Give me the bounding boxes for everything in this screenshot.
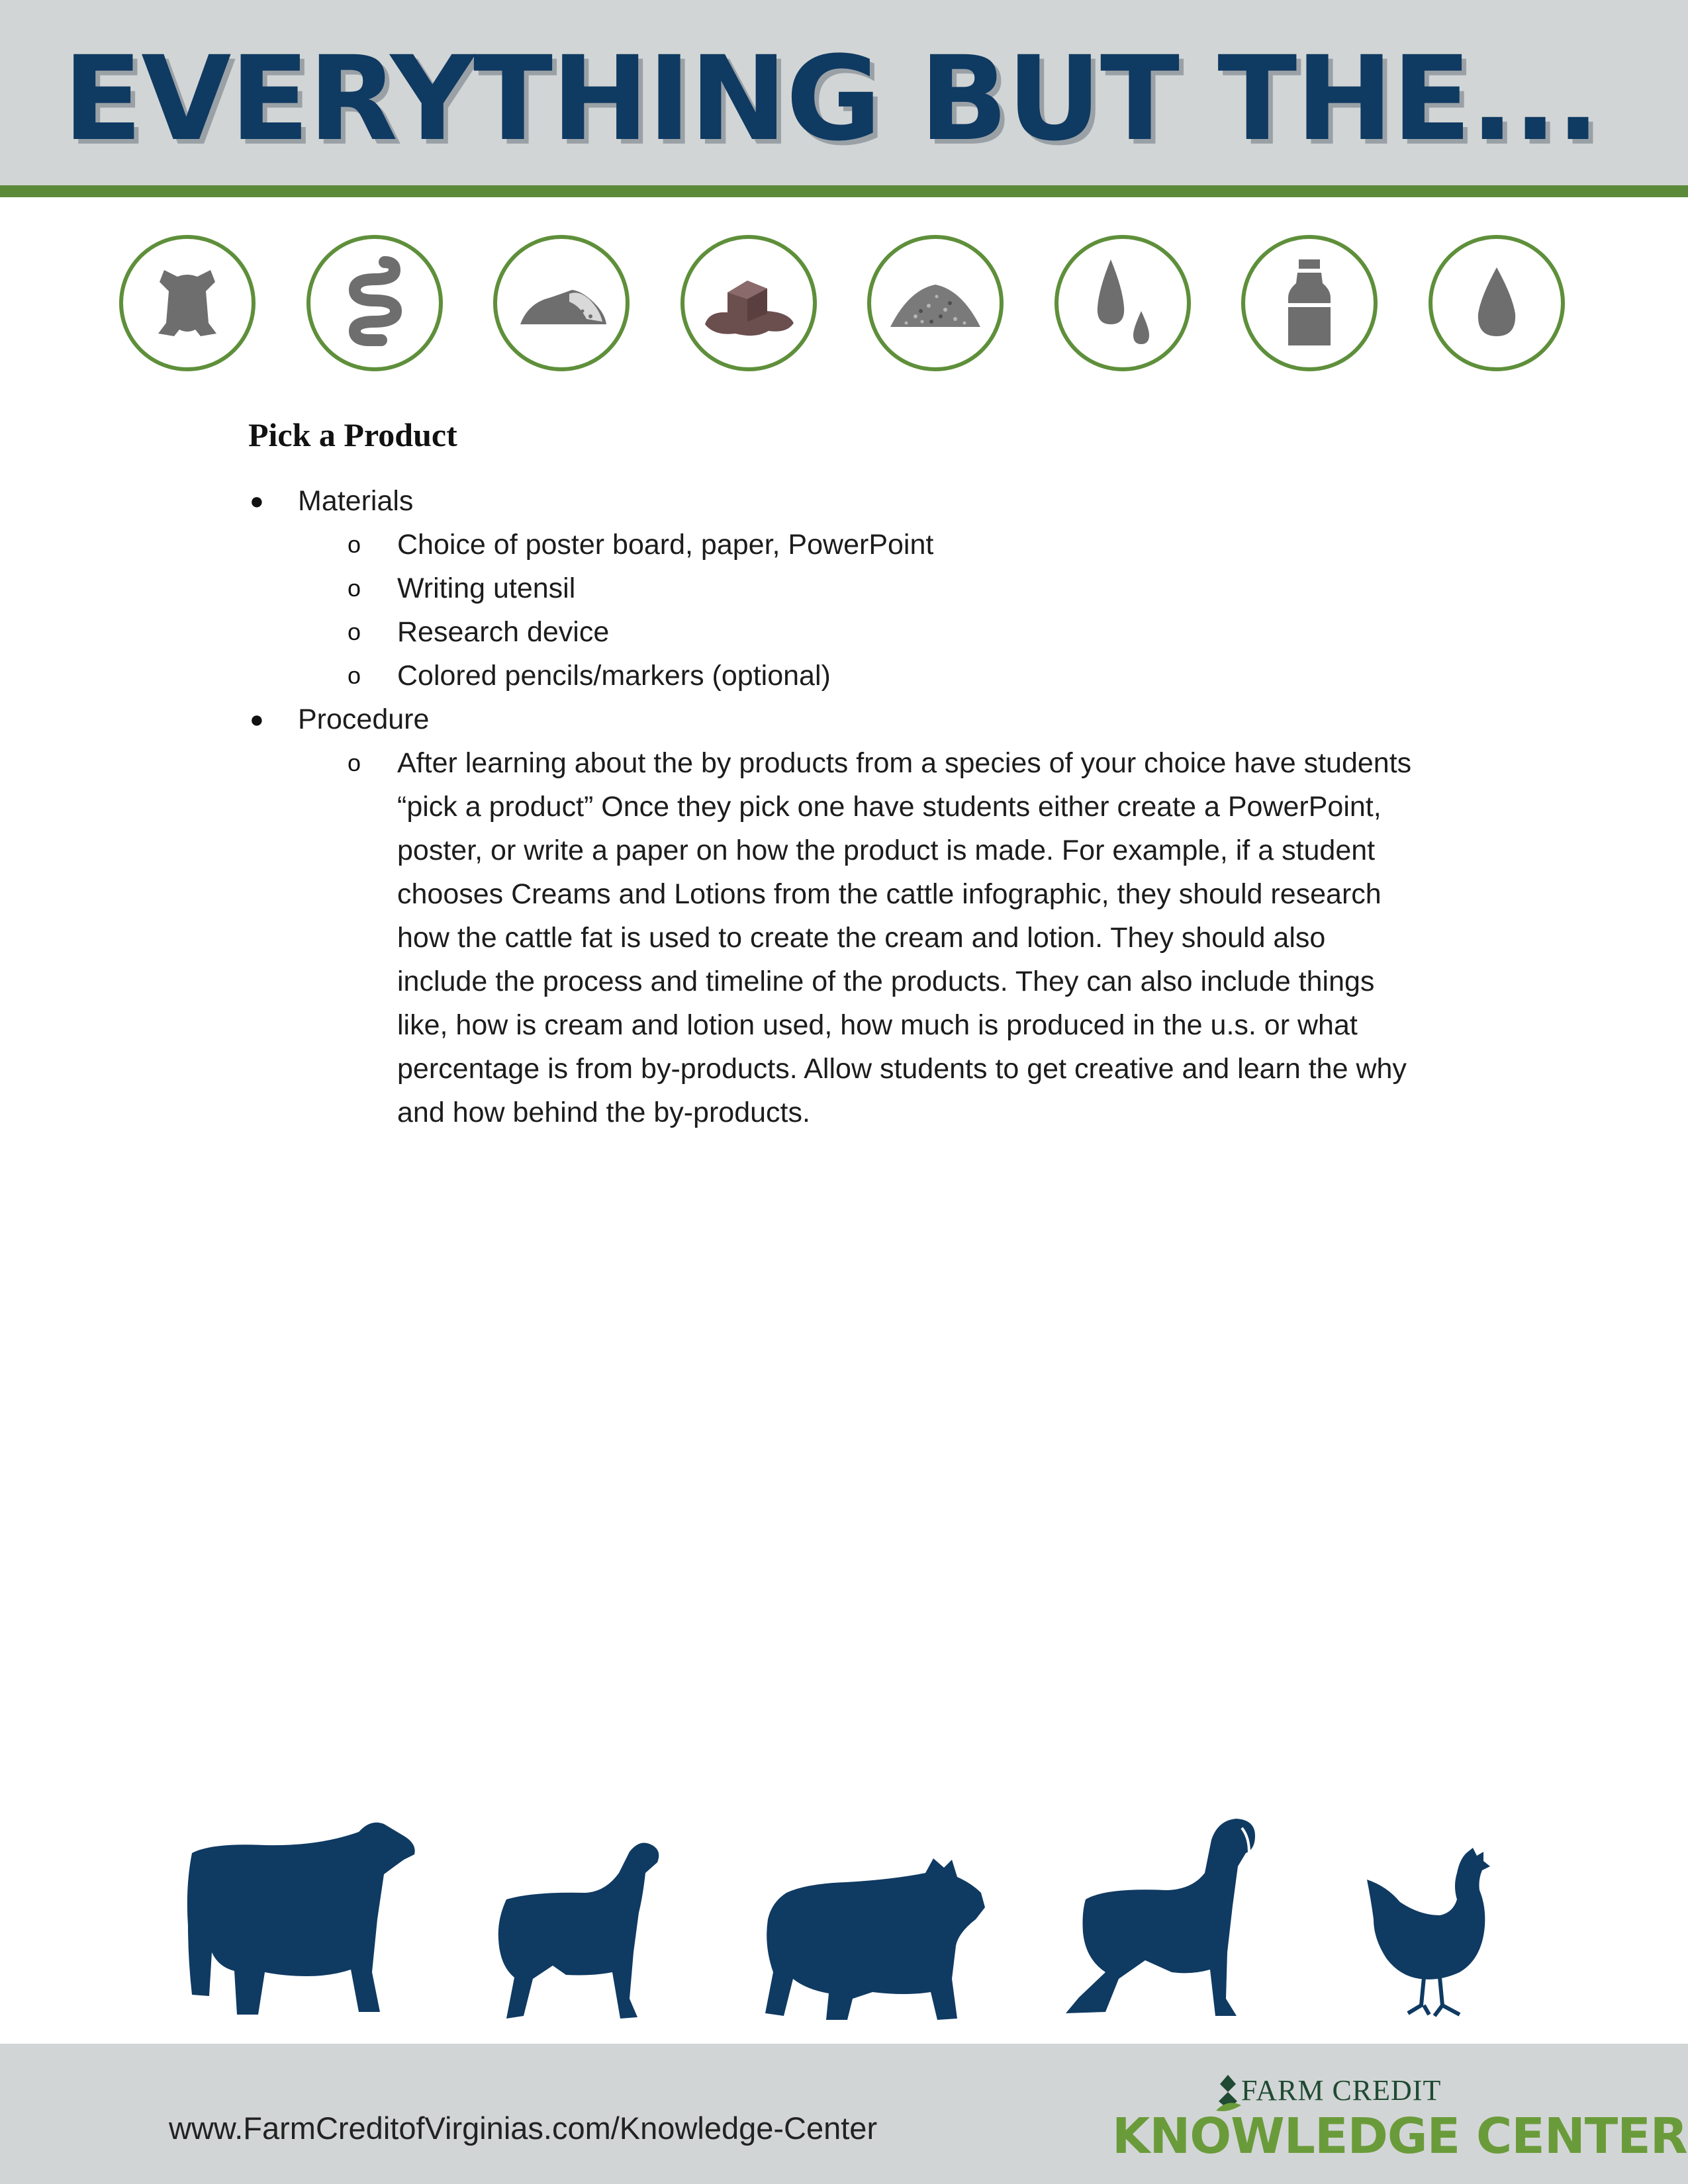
- procedure-line: chooses Creams and Lotions from the cattle infographic, they should research: [397, 878, 1382, 910]
- procedure-line: percentage is from by-products. Allow students to get creative and learn the why: [397, 1053, 1407, 1085]
- leaf-icon: [1215, 2072, 1241, 2112]
- pig-silhouette: [760, 1846, 992, 2025]
- byproduct-icon-row: [0, 235, 1688, 374]
- lamb-silhouette: [480, 1833, 679, 2025]
- list-item: [248, 654, 1506, 698]
- sub-bullet-icon: o: [348, 574, 361, 602]
- footer-band: [0, 2044, 1688, 2184]
- list-item: [248, 567, 1506, 610]
- ground-meal-icon: [867, 235, 1004, 371]
- intestine-icon: [306, 235, 443, 371]
- page-title: EVERYTHING BUT THE...: [63, 31, 1599, 167]
- procedure-line: how the cattle fat is used to create the cream and lotion. They should also: [397, 922, 1326, 954]
- two-drops-icon: [1055, 235, 1191, 371]
- sub-bullet-icon: o: [348, 618, 361, 645]
- list-item: [248, 523, 1506, 567]
- materials-label: Materials: [298, 485, 414, 517]
- hide-icon: [119, 235, 256, 371]
- bone-icon: [493, 235, 630, 371]
- drop-icon: [1429, 235, 1565, 371]
- material-item: Choice of poster board, paper, PowerPoint: [397, 529, 934, 561]
- cow-silhouette: [185, 1813, 430, 2025]
- sub-bullet-icon: o: [348, 749, 361, 776]
- header-band: [0, 0, 1688, 185]
- bullet-icon: ●: [250, 705, 264, 733]
- material-item: Research device: [397, 616, 610, 648]
- procedure-line: and how behind the by-products.: [397, 1097, 810, 1128]
- goat-silhouette: [1059, 1813, 1271, 2025]
- material-item: Colored pencils/markers (optional): [397, 660, 831, 692]
- footer-url[interactable]: www.FarmCreditofVirginias.com/Knowledge-Center: [169, 2111, 878, 2146]
- procedure-text: [248, 741, 1496, 1134]
- list-item: [248, 610, 1506, 654]
- list-item-materials: [248, 479, 1506, 523]
- procedure-label: Procedure: [298, 704, 430, 735]
- procedure-paragraph: [248, 741, 1506, 1134]
- logo-knowledge-center: KNOWLEDGE CENTER: [1112, 2108, 1687, 2165]
- list-item-procedure: [248, 698, 1506, 741]
- sub-bullet-icon: o: [348, 662, 361, 689]
- procedure-line: like, how is cream and lotion used, how much is produced in the u.s. or what: [397, 1009, 1358, 1041]
- gelatin-icon: [680, 235, 817, 371]
- milk-bottle-icon: [1241, 235, 1378, 371]
- knowledge-center-logo: [1112, 2073, 1687, 2173]
- animal-silhouettes: [0, 1813, 1688, 2025]
- logo-farm-credit: FARM CREDIT: [1241, 2074, 1442, 2107]
- procedure-line: poster, or write a paper on how the product is made. For example, if a student: [397, 835, 1376, 866]
- procedure-line: include the process and timeline of the products. They can also include things: [397, 966, 1375, 997]
- material-item: Writing utensil: [397, 572, 576, 604]
- bullet-icon: ●: [250, 487, 264, 514]
- procedure-line: After learning about the by products from a species of your choice have students: [397, 747, 1412, 779]
- section-title: Pick a Product: [248, 416, 457, 453]
- sub-bullet-icon: o: [348, 531, 361, 558]
- chicken-silhouette: [1360, 1846, 1499, 2025]
- content-section: [248, 416, 1506, 1134]
- procedure-line: “pick a product” Once they pick one have students either create a PowerPoint,: [397, 791, 1382, 823]
- header-divider: [0, 185, 1688, 197]
